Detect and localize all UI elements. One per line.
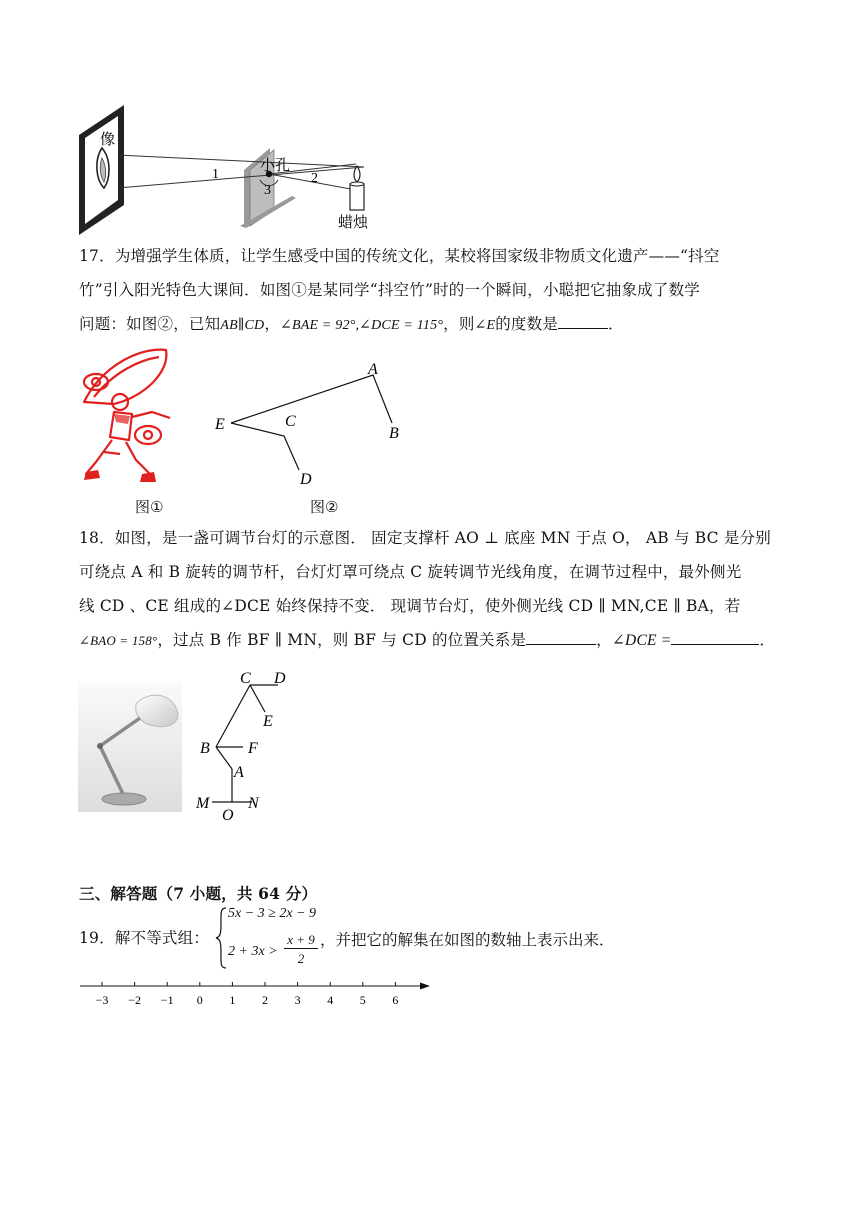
q19-fraction-denominator: 2 xyxy=(297,951,305,966)
number-line-tick-label: 3 xyxy=(294,993,301,1007)
fig2-point-a: A xyxy=(368,361,378,378)
figure2-angle-diagram xyxy=(205,356,415,491)
number-line-tick-label: 2 xyxy=(262,993,268,1007)
q18-line3: 线 CD 、CE 组成的∠DCE 始终保持不变． 现调节台灯，使外侧光线 CD ∥ MN,CE ∥ BA，若 xyxy=(79,597,741,615)
q18-answer-blank-1 xyxy=(526,630,596,645)
desk-lamp-photo xyxy=(78,682,182,812)
hole-label: 小孔 xyxy=(260,158,291,174)
image-label: 像 xyxy=(100,132,116,148)
q18-angle-bao: ∠BAO = 158° xyxy=(79,633,158,648)
q18-line4 xyxy=(79,630,775,651)
q19-prefix: 19．解不等式组： xyxy=(79,929,210,947)
q17-math-angles: ∠BAE = 92°,∠DCE = 115° xyxy=(280,318,444,333)
q17-prefix: 问题：如图②，已知 xyxy=(79,315,221,333)
section3-heading: 三、解答题（7 小题，共 64 分） xyxy=(79,884,318,903)
number-line-tick-label: 6 xyxy=(392,993,399,1007)
number-line-tick-label: 1 xyxy=(229,993,236,1007)
q18-end: ． xyxy=(759,631,776,649)
fig2-point-c: C xyxy=(285,413,296,430)
fig2-point-b: B xyxy=(389,425,399,442)
q17-line3 xyxy=(79,314,624,336)
q19-number-line xyxy=(78,980,438,1010)
lamp-point-b: B xyxy=(200,740,210,757)
angle-label-1: 1 xyxy=(212,167,219,182)
q18-line4-text: ，过点 B 作 BF ∥ MN，则 BF 与 CD 的位置关系是 xyxy=(157,631,527,649)
number-line-tick-label: 5 xyxy=(359,993,366,1007)
q19-suffix: ，并把它的解集在如图的数轴上表示出来． xyxy=(320,931,615,949)
lamp-point-f: F xyxy=(248,740,258,757)
q19-fraction-numerator: x + 9 xyxy=(284,932,318,949)
candle-label: 蜡烛 xyxy=(338,215,369,231)
number-line-tick-label: −1 xyxy=(160,993,174,1007)
q18-sep: ， xyxy=(596,631,612,649)
q17-suffix: 的度数是 xyxy=(495,315,559,333)
lamp-point-n: N xyxy=(248,795,259,812)
q19-inequality-2-left: 2 + 3x > xyxy=(228,944,278,959)
angle-label-3: 3 xyxy=(264,183,271,198)
number-line-tick-label: −2 xyxy=(128,993,141,1007)
q19-inequality-1: 5x − 3 ≥ 2x − 9 xyxy=(228,906,317,921)
pinhole-figure xyxy=(74,100,394,235)
fig2-point-e: E xyxy=(215,416,225,433)
lamp-point-d: D xyxy=(274,670,286,687)
q17-line2: 竹”引入阳光特色大课间．如图①是某同学“抖空竹”时的一个瞬间，小聪把它抽象成了数学 xyxy=(79,281,700,299)
q17-math-angle-e: ∠E xyxy=(474,318,496,333)
q17-sep2: ，则 xyxy=(443,315,475,333)
angle-label-2: 2 xyxy=(311,171,318,186)
q18-answer-blank-2 xyxy=(671,630,759,645)
lamp-point-o: O xyxy=(222,807,234,824)
q17-answer-blank xyxy=(558,314,608,329)
q18-line2: 可绕点 A 和 B 旋转的调节杆，台灯灯罩可绕点 C 旋转调节光线角度，在调节过程中，最外侧光 xyxy=(79,563,742,581)
lamp-point-m: M xyxy=(196,795,210,812)
figure1-diabolo-dancer xyxy=(74,342,184,492)
number-line-tick-label: 4 xyxy=(327,993,334,1007)
q18-angle-dce: ∠DCE = xyxy=(611,632,672,649)
q19-brace xyxy=(214,906,228,970)
q17-sep1: ， xyxy=(264,315,281,333)
figure1-caption: 图① xyxy=(135,498,164,516)
q17-end: ． xyxy=(608,315,624,333)
lamp-point-c: C xyxy=(240,670,251,687)
number-line-tick-label: 0 xyxy=(196,993,203,1007)
fig2-point-d: D xyxy=(300,471,312,488)
figure2-caption: 图② xyxy=(310,498,339,516)
q17-line1: 17．为增强学生体质，让学生感受中国的传统文化，某校将国家级非物质文化遗产——“抖空 xyxy=(79,247,720,265)
lamp-schematic xyxy=(188,666,298,826)
lamp-point-e: E xyxy=(263,713,273,730)
lamp-point-a: A xyxy=(234,764,244,781)
number-line-tick-label: −3 xyxy=(95,993,109,1007)
q17-math-parallel: AB∥CD xyxy=(220,318,265,333)
q18-line1: 18．如图，是一盏可调节台灯的示意图． 固定支撑杆 AO ⊥ 底座 MN 于点 O， AB 与 BC 是分别 xyxy=(79,529,771,547)
